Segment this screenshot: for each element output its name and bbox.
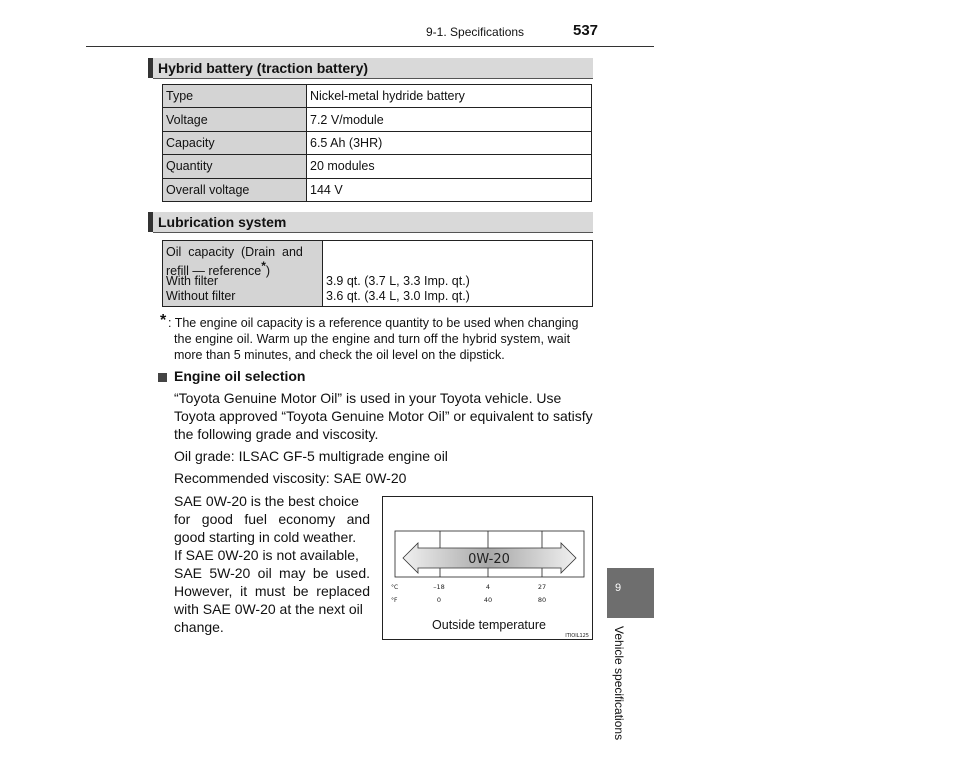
- oil-capacity-label-paren: ): [265, 264, 271, 279]
- table-row: [163, 155, 592, 178]
- spec-value: 6.5 Ah (3HR): [307, 131, 592, 154]
- celsius-tick: 27: [537, 583, 547, 591]
- recommended-viscosity: Recommended viscosity: SAE 0W-20: [174, 470, 407, 486]
- viscosity-figure: [382, 496, 593, 640]
- oil-grade: Oil grade: ILSAC GF-5 multigrade engine oil: [174, 448, 448, 464]
- header-rule: [86, 46, 654, 47]
- celsius-tick: –18: [433, 583, 445, 591]
- figure-code: ITIOIL125: [565, 633, 589, 639]
- side-text-line: If SAE 0W-20 is not available,: [174, 547, 359, 563]
- celsius-tick: 4: [485, 583, 491, 591]
- side-text-line: change.: [174, 619, 224, 635]
- fahrenheit-unit: °F: [391, 597, 398, 604]
- hybrid-battery-table: [162, 84, 592, 202]
- spec-label: Overall voltage: [163, 178, 307, 201]
- chapter-label: Vehicle specifications: [612, 626, 626, 741]
- fahrenheit-tick: 0: [436, 596, 442, 604]
- bullet-square-icon: [158, 373, 167, 382]
- without-filter-label: Without filter: [166, 289, 236, 303]
- engine-oil-selection-heading: Engine oil selection: [174, 368, 306, 384]
- side-text-line: good starting in cold weather.: [174, 529, 357, 545]
- spec-label: Quantity: [163, 155, 307, 178]
- with-filter-label: With filter: [166, 274, 219, 288]
- side-text-line: with SAE 0W-20 at the next oil: [174, 601, 363, 617]
- figure-caption: Outside temperature: [432, 618, 546, 632]
- with-filter-value: 3.9 qt. (3.7 L, 3.3 Imp. qt.): [326, 274, 470, 288]
- side-text-line: SAE 0W-20 is the best choice: [174, 493, 359, 509]
- footnote-line: more than 5 minutes, and check the oil level on the dipstick.: [174, 348, 505, 362]
- without-filter-value: 3.6 qt. (3.4 L, 3.0 Imp. qt.): [326, 289, 470, 303]
- spec-value: 20 modules: [307, 155, 592, 178]
- celsius-unit: °C: [391, 584, 399, 591]
- lubrication-table: [162, 240, 593, 307]
- side-text-line: for good fuel economy and: [174, 511, 370, 527]
- arrow-label: 0W-20: [468, 552, 510, 567]
- page-number: 537: [573, 22, 599, 39]
- oil-capacity-label: Oil capacity (Drain and: [166, 245, 303, 259]
- viscosity-diagram: [383, 497, 592, 639]
- table-row: [163, 108, 592, 131]
- table-row: [163, 85, 592, 108]
- footnote-line: the engine oil. Warm up the engine and turn off the hybrid system, wait: [174, 332, 571, 346]
- fahrenheit-tick: 40: [483, 596, 493, 604]
- side-text-line: However, it must be replaced: [174, 583, 370, 599]
- header-section-title: 9-1. Specifications: [426, 25, 525, 39]
- paragraph-line: the following grade and viscosity.: [174, 426, 379, 442]
- spec-value: 7.2 V/module: [307, 108, 592, 131]
- footnote-ref: *: [261, 259, 266, 273]
- lubrication-heading: Lubrication system: [148, 212, 593, 232]
- fahrenheit-tick: 80: [537, 596, 547, 604]
- paragraph-line: “Toyota Genuine Motor Oil” is used in your Toyota vehicle. Use: [174, 390, 562, 406]
- spec-value: 144 V: [307, 178, 592, 201]
- spec-label: Type: [163, 85, 307, 108]
- paragraph-line: Toyota approved “Toyota Genuine Motor Oil” or equivalent to satisfy: [174, 408, 593, 424]
- footnote-line: : The engine oil capacity is a reference quantity to be used when changing: [168, 316, 579, 330]
- spec-value: Nickel-metal hydride battery: [307, 85, 592, 108]
- oil-capacity-label-text: refill — reference: [166, 264, 262, 279]
- side-text-line: SAE 5W-20 oil may be used.: [174, 565, 370, 581]
- table-row: [163, 178, 592, 201]
- footnote-marker: *: [160, 312, 167, 329]
- chapter-number: 9: [615, 582, 622, 594]
- spec-label: Capacity: [163, 131, 307, 154]
- table-row: [163, 131, 592, 154]
- spec-label: Voltage: [163, 108, 307, 131]
- hybrid-battery-heading: Hybrid battery (traction battery): [148, 58, 593, 78]
